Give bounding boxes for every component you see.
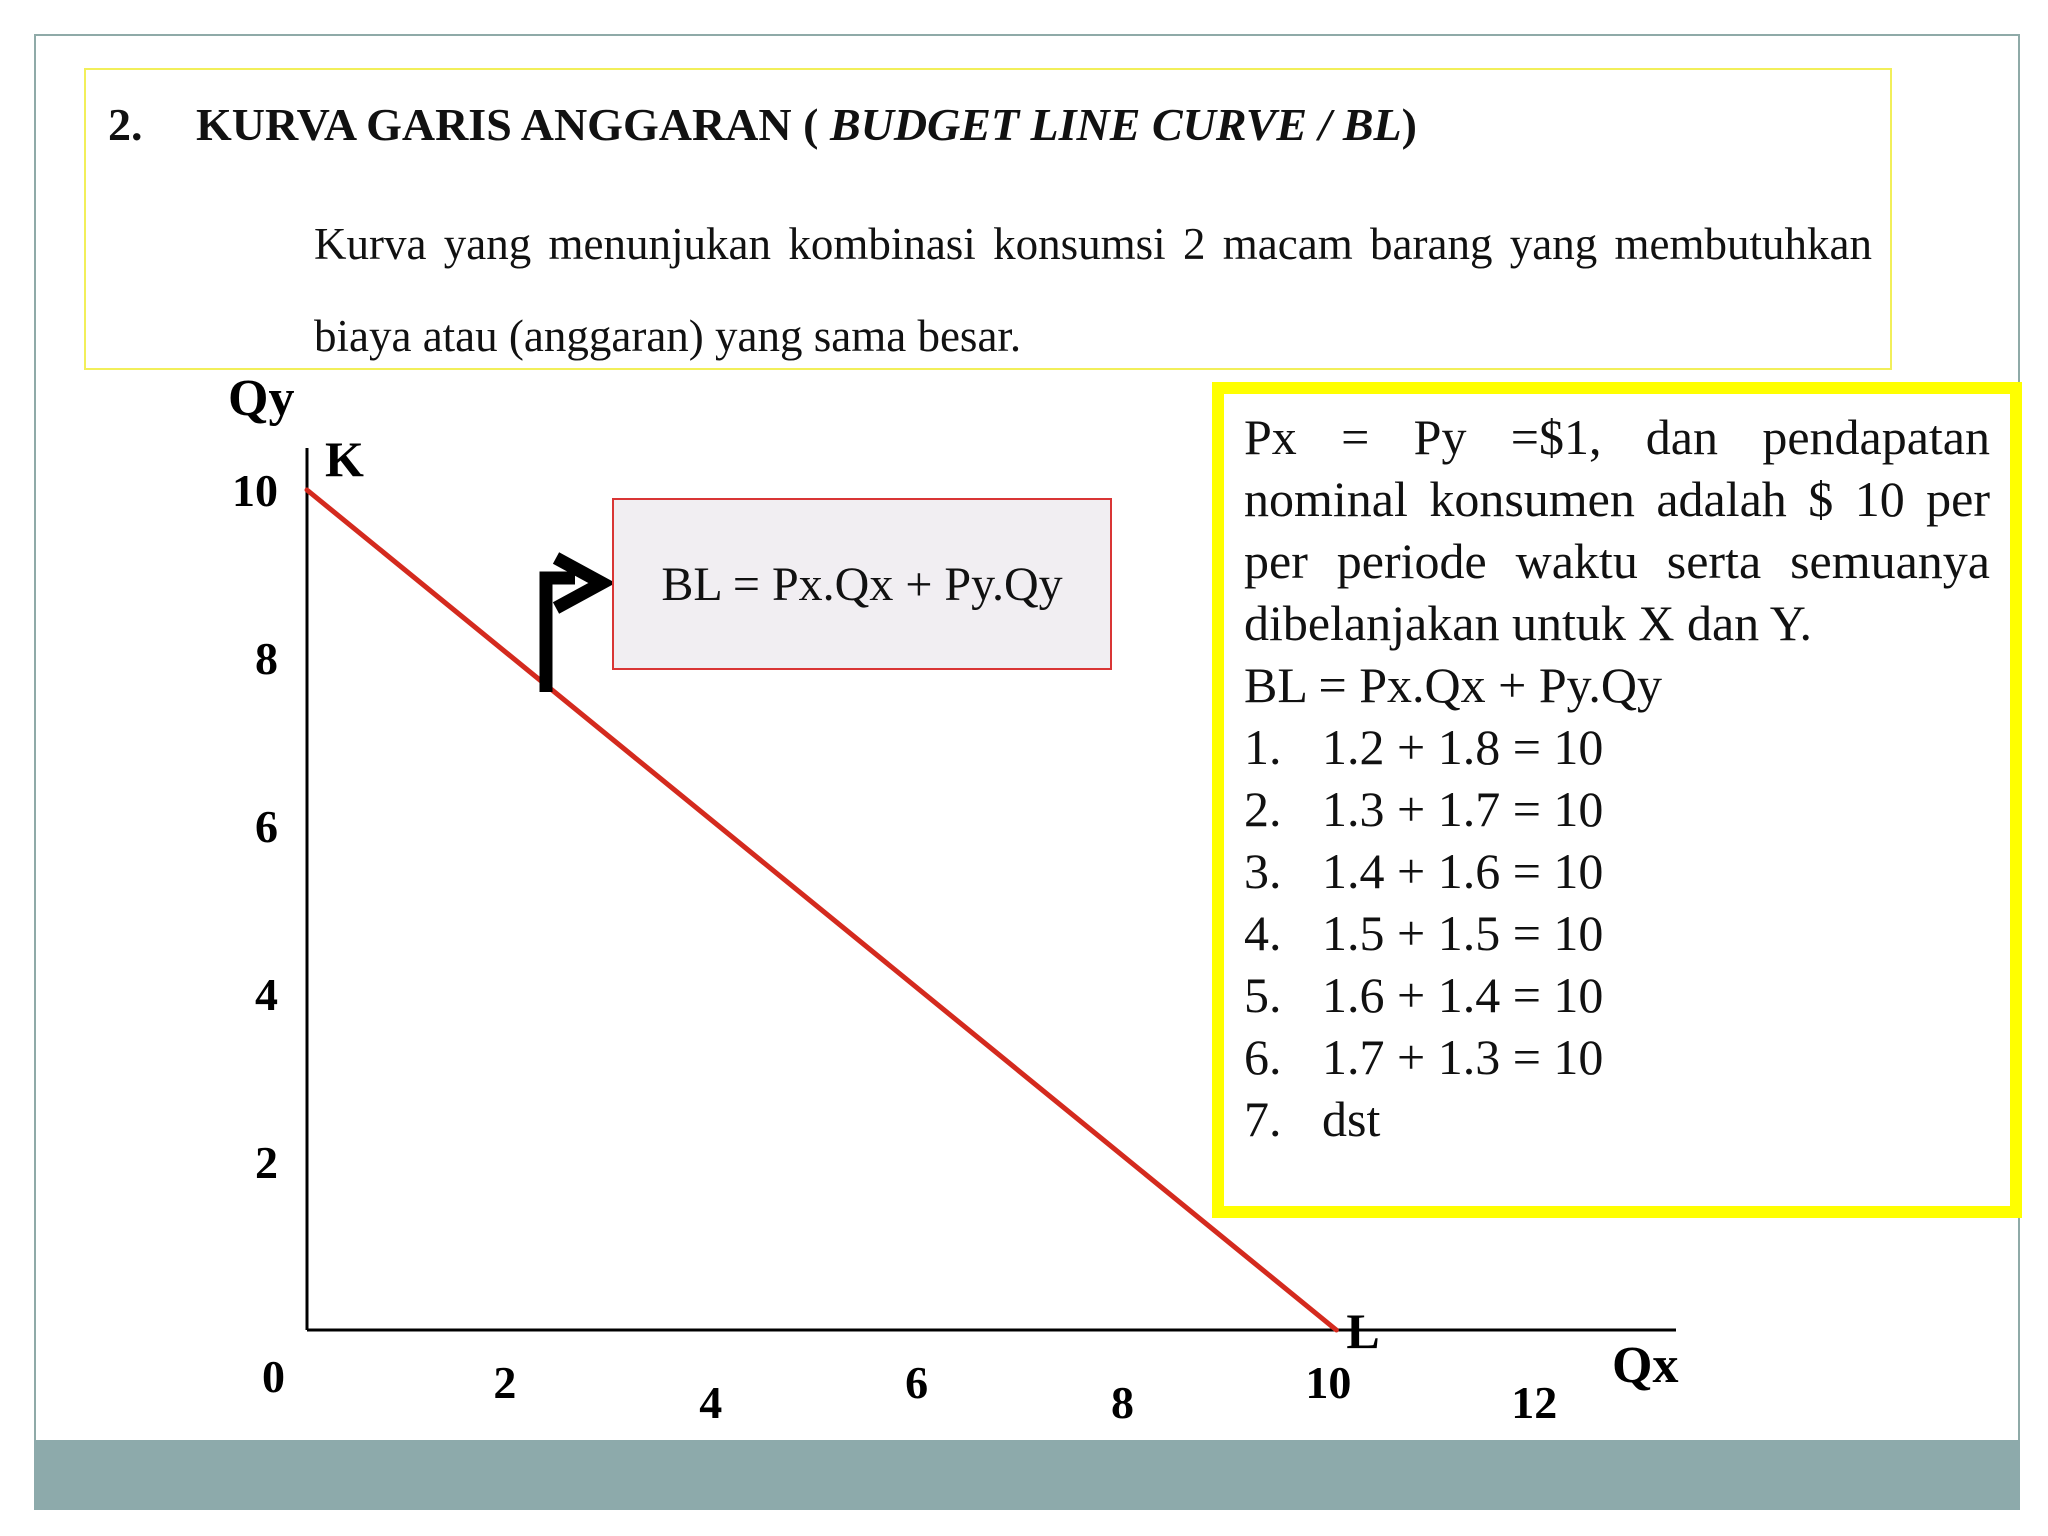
heading-number: 2. (108, 99, 143, 150)
point-label: L (1346, 1303, 1380, 1359)
list-item (1244, 778, 1990, 840)
list-item (1244, 964, 1990, 1026)
info-list (1244, 716, 1990, 1150)
y-tick-label: 6 (255, 801, 278, 852)
y-tick-label: 2 (255, 1137, 278, 1188)
x-axis-label: Qx (1612, 1337, 1679, 1394)
x-tick-group (493, 1357, 1557, 1428)
heading-main: KURVA GARIS ANGGARAN ( (196, 99, 830, 150)
arrow-icon (546, 558, 602, 692)
formula-box (612, 498, 1112, 670)
info-formula: BL = Px.Qx + Py.Qy (1244, 657, 1663, 713)
list-index: 4. (1244, 905, 1282, 961)
list-index: 1. (1244, 719, 1282, 775)
list-index: 2. (1244, 781, 1282, 837)
origin-label: 0 (262, 1351, 285, 1402)
list-text: dst (1322, 1091, 1381, 1147)
list-index: 7. (1244, 1091, 1282, 1147)
definition-text: Kurva yang menunjukan kombinasi konsumsi 2 macam barang yang membutuhkan biaya atau (anggaran) yang sama besar. (314, 219, 1872, 361)
y-tick-group (232, 465, 278, 1188)
list-text: 1.4 + 1.6 = 10 (1322, 843, 1604, 899)
y-axis-label: Qy (228, 370, 295, 427)
list-item (1244, 716, 1990, 778)
footer-band (34, 1440, 2020, 1510)
list-index: 6. (1244, 1029, 1282, 1085)
formula-text: BL = Px.Qx + Py.Qy (661, 557, 1063, 611)
list-text: 1.7 + 1.3 = 10 (1322, 1029, 1604, 1085)
list-item (1244, 902, 1990, 964)
list-item (1244, 1026, 1990, 1088)
info-paragraph: Px = Py =$1, dan pendapatan nominal konsumen adalah $ 10 per per periode waktu serta semuanya dibelanjakan untuk X dan Y. (1244, 409, 1990, 651)
list-text: 1.3 + 1.7 = 10 (1322, 781, 1604, 837)
list-text: 1.2 + 1.8 = 10 (1322, 719, 1604, 775)
x-tick-label: 12 (1511, 1377, 1558, 1428)
point-label: K (325, 431, 364, 487)
x-tick-label: 4 (699, 1377, 723, 1428)
list-text: 1.5 + 1.5 = 10 (1322, 905, 1604, 961)
x-tick-label: 2 (493, 1357, 517, 1408)
x-tick-label: 8 (1110, 1377, 1134, 1428)
x-tick-label: 10 (1305, 1357, 1352, 1408)
list-item (1244, 840, 1990, 902)
x-tick-label: 6 (905, 1357, 929, 1408)
list-item (1244, 1088, 1990, 1150)
list-index: 3. (1244, 843, 1282, 899)
heading-italic: BUDGET LINE CURVE / BL (829, 99, 1402, 150)
y-tick-label: 8 (255, 633, 278, 684)
y-tick-label: 4 (255, 969, 278, 1020)
info-box (1212, 382, 2022, 1218)
list-text: 1.6 + 1.4 = 10 (1322, 967, 1604, 1023)
list-index: 5. (1244, 967, 1282, 1023)
heading-close: ) (1401, 99, 1417, 150)
y-tick-label: 10 (232, 465, 278, 516)
